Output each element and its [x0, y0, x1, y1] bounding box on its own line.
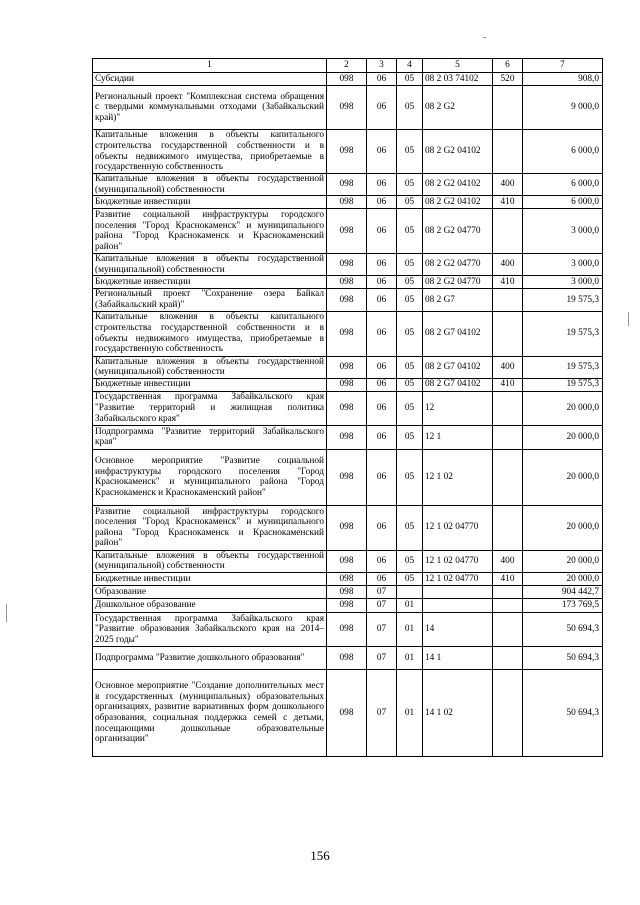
- amount-cell: 19 575,3: [523, 378, 603, 391]
- section-code-cell: 06: [367, 276, 397, 289]
- row-name-cell: Бюджетные инвестиции: [93, 196, 327, 209]
- target-article-cell: 12 1 02 04770: [423, 572, 493, 585]
- expense-type-cell: 410: [493, 276, 523, 289]
- subsection-code-cell: 05: [397, 356, 423, 378]
- expense-type-cell: [493, 130, 523, 174]
- section-code-cell: 06: [367, 356, 397, 378]
- row-name-cell: Бюджетные инвестиции: [93, 572, 327, 585]
- row-name-cell: Дошкольное образование: [93, 598, 327, 612]
- scan-speck: [483, 37, 486, 38]
- subsection-code-cell: 05: [397, 254, 423, 276]
- section-code-cell: 06: [367, 209, 397, 254]
- subsection-code-cell: 05: [397, 276, 423, 289]
- column-header: 5: [423, 59, 493, 73]
- ministry-code-cell: 098: [327, 425, 367, 449]
- expense-type-cell: 410: [493, 196, 523, 209]
- table-header-row: [93, 59, 603, 73]
- table-row: [93, 572, 603, 585]
- ministry-code-cell: 098: [327, 311, 367, 356]
- amount-cell: 9 000,0: [523, 86, 603, 130]
- section-code-cell: 06: [367, 289, 397, 311]
- target-article-cell: 08 2 03 74102: [423, 73, 493, 86]
- ministry-code-cell: 098: [327, 449, 367, 505]
- ministry-code-cell: 098: [327, 86, 367, 130]
- section-code-cell: 06: [367, 73, 397, 86]
- ministry-code-cell: 098: [327, 130, 367, 174]
- row-name-cell: Капитальные вложения в объекты государственной (муниципальной) собственности: [93, 356, 327, 378]
- row-name-cell: Бюджетные инвестиции: [93, 378, 327, 391]
- row-name-cell: Региональный проект "Комплексная система обращения с твердыми коммунальными отходами (Забайкальский край)": [93, 86, 327, 130]
- amount-cell: 6 000,0: [523, 174, 603, 196]
- table-row: [93, 196, 603, 209]
- section-code-cell: 06: [367, 550, 397, 572]
- amount-cell: 19 575,3: [523, 311, 603, 356]
- target-article-cell: 12: [423, 391, 493, 425]
- table-row: [93, 130, 603, 174]
- scan-speck: [6, 604, 7, 622]
- table-row: [93, 391, 603, 425]
- table-row: [93, 311, 603, 356]
- target-article-cell: 08 2 G7 04102: [423, 311, 493, 356]
- ministry-code-cell: 098: [327, 550, 367, 572]
- table-row: [93, 276, 603, 289]
- subsection-code-cell: 01: [397, 646, 423, 669]
- expense-type-cell: 410: [493, 572, 523, 585]
- subsection-code-cell: 05: [397, 174, 423, 196]
- amount-cell: 20 000,0: [523, 550, 603, 572]
- expense-type-cell: 520: [493, 73, 523, 86]
- column-header: 1: [93, 59, 327, 73]
- table-row: [93, 598, 603, 612]
- row-name-cell: Бюджетные инвестиции: [93, 276, 327, 289]
- expense-type-cell: [493, 209, 523, 254]
- expense-type-cell: 400: [493, 550, 523, 572]
- target-article-cell: 12 1 02: [423, 449, 493, 505]
- subsection-code-cell: 01: [397, 598, 423, 612]
- target-article-cell: 12 1 02 04770: [423, 505, 493, 550]
- row-name-cell: Капитальные вложения в объекты государственной (муниципальной) собственности: [93, 254, 327, 276]
- target-article-cell: 08 2 G7 04102: [423, 378, 493, 391]
- amount-cell: 3 000,0: [523, 209, 603, 254]
- table-row: [93, 550, 603, 572]
- table-row: [93, 289, 603, 311]
- target-article-cell: 08 2 G2 04770: [423, 276, 493, 289]
- column-header: 6: [493, 59, 523, 73]
- section-code-cell: 06: [367, 378, 397, 391]
- expense-type-cell: 410: [493, 378, 523, 391]
- column-header: 4: [397, 59, 423, 73]
- column-header: 7: [523, 59, 603, 73]
- table-row: [93, 254, 603, 276]
- target-article-cell: [423, 598, 493, 612]
- page-number: 156: [310, 848, 330, 863]
- expense-type-cell: 400: [493, 356, 523, 378]
- section-code-cell: 06: [367, 196, 397, 209]
- amount-cell: 20 000,0: [523, 449, 603, 505]
- row-name-cell: Государственная программа Забайкальского края "Развитие образования Забайкальского края на 2014–2025 годы": [93, 612, 327, 646]
- row-name-cell: Капитальные вложения в объекты капитального строительства государственной собственности и в объекты недвижимого имущества, приобретаемые в государственную собственность: [93, 130, 327, 174]
- amount-cell: 20 000,0: [523, 505, 603, 550]
- ministry-code-cell: 098: [327, 669, 367, 756]
- row-name-cell: Капитальные вложения в объекты государственной (муниципальной) собственности: [93, 550, 327, 572]
- amount-cell: 50 694,3: [523, 669, 603, 756]
- expense-type-cell: [493, 425, 523, 449]
- target-article-cell: 12 1 02 04770: [423, 550, 493, 572]
- ministry-code-cell: 098: [327, 505, 367, 550]
- ministry-code-cell: 098: [327, 391, 367, 425]
- subsection-code-cell: 05: [397, 209, 423, 254]
- section-code-cell: 06: [367, 130, 397, 174]
- row-name-cell: Субсидии: [93, 73, 327, 86]
- expense-type-cell: [493, 669, 523, 756]
- amount-cell: 20 000,0: [523, 572, 603, 585]
- target-article-cell: 08 2 G2 04770: [423, 209, 493, 254]
- amount-cell: 904 442,7: [523, 585, 603, 598]
- ministry-code-cell: 098: [327, 209, 367, 254]
- column-header: 2: [327, 59, 367, 73]
- subsection-code-cell: 05: [397, 449, 423, 505]
- amount-cell: 50 694,3: [523, 612, 603, 646]
- expense-type-cell: 400: [493, 174, 523, 196]
- target-article-cell: 12 1: [423, 425, 493, 449]
- subsection-code-cell: 05: [397, 86, 423, 130]
- subsection-code-cell: 05: [397, 391, 423, 425]
- ministry-code-cell: 098: [327, 598, 367, 612]
- subsection-code-cell: 01: [397, 669, 423, 756]
- subsection-code-cell: 05: [397, 289, 423, 311]
- subsection-code-cell: [397, 585, 423, 598]
- row-name-cell: Основное мероприятие "Развитие социальной инфраструктуры городского поселения "Город Краснокаменск" и муниципального района "Город Краснокаменск и Краснокаменский район": [93, 449, 327, 505]
- section-code-cell: 06: [367, 391, 397, 425]
- amount-cell: 908,0: [523, 73, 603, 86]
- expense-type-cell: [493, 646, 523, 669]
- table-row: [93, 425, 603, 449]
- target-article-cell: 08 2 G2 04102: [423, 174, 493, 196]
- section-code-cell: 06: [367, 86, 397, 130]
- column-header: 3: [367, 59, 397, 73]
- ministry-code-cell: 098: [327, 612, 367, 646]
- row-name-cell: Капитальные вложения в объекты капитального строительства государственной собственности и в объекты недвижимого имущества, приобретаемые в государственную собственность: [93, 311, 327, 356]
- table-row: [93, 209, 603, 254]
- ministry-code-cell: 098: [327, 196, 367, 209]
- amount-cell: 20 000,0: [523, 425, 603, 449]
- section-code-cell: 06: [367, 311, 397, 356]
- amount-cell: 3 000,0: [523, 276, 603, 289]
- amount-cell: 19 575,3: [523, 356, 603, 378]
- target-article-cell: 14 1: [423, 646, 493, 669]
- subsection-code-cell: 05: [397, 550, 423, 572]
- expense-type-cell: [493, 612, 523, 646]
- expense-type-cell: 400: [493, 254, 523, 276]
- target-article-cell: 14: [423, 612, 493, 646]
- section-code-cell: 06: [367, 254, 397, 276]
- amount-cell: 173 769,5: [523, 598, 603, 612]
- target-article-cell: 08 2 G2 04102: [423, 130, 493, 174]
- row-name-cell: Основное мероприятие "Создание дополнительных мест в государственных (муниципальных) образовательных организациях, развитие вариативных форм дошкольного образования, социальная поддержка семей с детьми, посещающими дошкольные образовательные организации": [93, 669, 327, 756]
- section-code-cell: 06: [367, 505, 397, 550]
- subsection-code-cell: 05: [397, 196, 423, 209]
- expense-type-cell: [493, 86, 523, 130]
- subsection-code-cell: 05: [397, 73, 423, 86]
- row-name-cell: Региональный проект "Сохранение озера Байкал (Забайкальский край)": [93, 289, 327, 311]
- subsection-code-cell: 05: [397, 505, 423, 550]
- ministry-code-cell: 098: [327, 585, 367, 598]
- section-code-cell: 06: [367, 174, 397, 196]
- expense-type-cell: [493, 598, 523, 612]
- table-row: [93, 505, 603, 550]
- expense-type-cell: [493, 585, 523, 598]
- amount-cell: 50 694,3: [523, 646, 603, 669]
- table-row: [93, 174, 603, 196]
- ministry-code-cell: 098: [327, 289, 367, 311]
- expense-type-cell: [493, 311, 523, 356]
- row-name-cell: Подпрограмма "Развитие дошкольного образования": [93, 646, 327, 669]
- target-article-cell: 14 1 02: [423, 669, 493, 756]
- section-code-cell: 07: [367, 669, 397, 756]
- row-name-cell: Развитие социальной инфраструктуры городского поселения "Город Краснокаменск" и муниципального района "Город Краснокаменск и Краснокаменский район": [93, 505, 327, 550]
- section-code-cell: 07: [367, 612, 397, 646]
- ministry-code-cell: 098: [327, 276, 367, 289]
- table-row: [93, 378, 603, 391]
- amount-cell: 20 000,0: [523, 391, 603, 425]
- ministry-code-cell: 098: [327, 254, 367, 276]
- row-name-cell: Капитальные вложения в объекты государственной (муниципальной) собственности: [93, 174, 327, 196]
- table-row: [93, 669, 603, 756]
- target-article-cell: 08 2 G2 04102: [423, 196, 493, 209]
- expense-type-cell: [493, 391, 523, 425]
- target-article-cell: [423, 585, 493, 598]
- section-code-cell: 07: [367, 585, 397, 598]
- table-row: [93, 449, 603, 505]
- amount-cell: 19 575,3: [523, 289, 603, 311]
- section-code-cell: 06: [367, 449, 397, 505]
- row-name-cell: Развитие социальной инфраструктуры городского поселения "Город Краснокаменск" и муниципального района "Город Краснокаменск и Краснокаменский район": [93, 209, 327, 254]
- expense-type-cell: [493, 289, 523, 311]
- ministry-code-cell: 098: [327, 73, 367, 86]
- expense-type-cell: [493, 449, 523, 505]
- target-article-cell: 08 2 G7 04102: [423, 356, 493, 378]
- section-code-cell: 06: [367, 572, 397, 585]
- ministry-code-cell: 098: [327, 356, 367, 378]
- subsection-code-cell: 05: [397, 425, 423, 449]
- budget-table: [92, 58, 603, 757]
- table-row: [93, 612, 603, 646]
- scan-speck: [628, 312, 629, 326]
- target-article-cell: 08 2 G7: [423, 289, 493, 311]
- section-code-cell: 06: [367, 425, 397, 449]
- table-row: [93, 73, 603, 86]
- subsection-code-cell: 01: [397, 612, 423, 646]
- amount-cell: 6 000,0: [523, 196, 603, 209]
- ministry-code-cell: 098: [327, 572, 367, 585]
- table-row: [93, 585, 603, 598]
- subsection-code-cell: 05: [397, 378, 423, 391]
- ministry-code-cell: 098: [327, 646, 367, 669]
- subsection-code-cell: 05: [397, 311, 423, 356]
- target-article-cell: 08 2 G2: [423, 86, 493, 130]
- section-code-cell: 07: [367, 646, 397, 669]
- table-row: [93, 356, 603, 378]
- row-name-cell: Государственная программа Забайкальского края "Развитие территорий и жилищная политика Забайкальского края": [93, 391, 327, 425]
- amount-cell: 6 000,0: [523, 130, 603, 174]
- row-name-cell: Образование: [93, 585, 327, 598]
- target-article-cell: 08 2 G2 04770: [423, 254, 493, 276]
- section-code-cell: 07: [367, 598, 397, 612]
- row-name-cell: Подпрограмма "Развитие территорий Забайкальского края": [93, 425, 327, 449]
- ministry-code-cell: 098: [327, 174, 367, 196]
- expense-type-cell: [493, 505, 523, 550]
- ministry-code-cell: 098: [327, 378, 367, 391]
- table-row: [93, 86, 603, 130]
- amount-cell: 3 000,0: [523, 254, 603, 276]
- table-row: [93, 646, 603, 669]
- subsection-code-cell: 05: [397, 572, 423, 585]
- subsection-code-cell: 05: [397, 130, 423, 174]
